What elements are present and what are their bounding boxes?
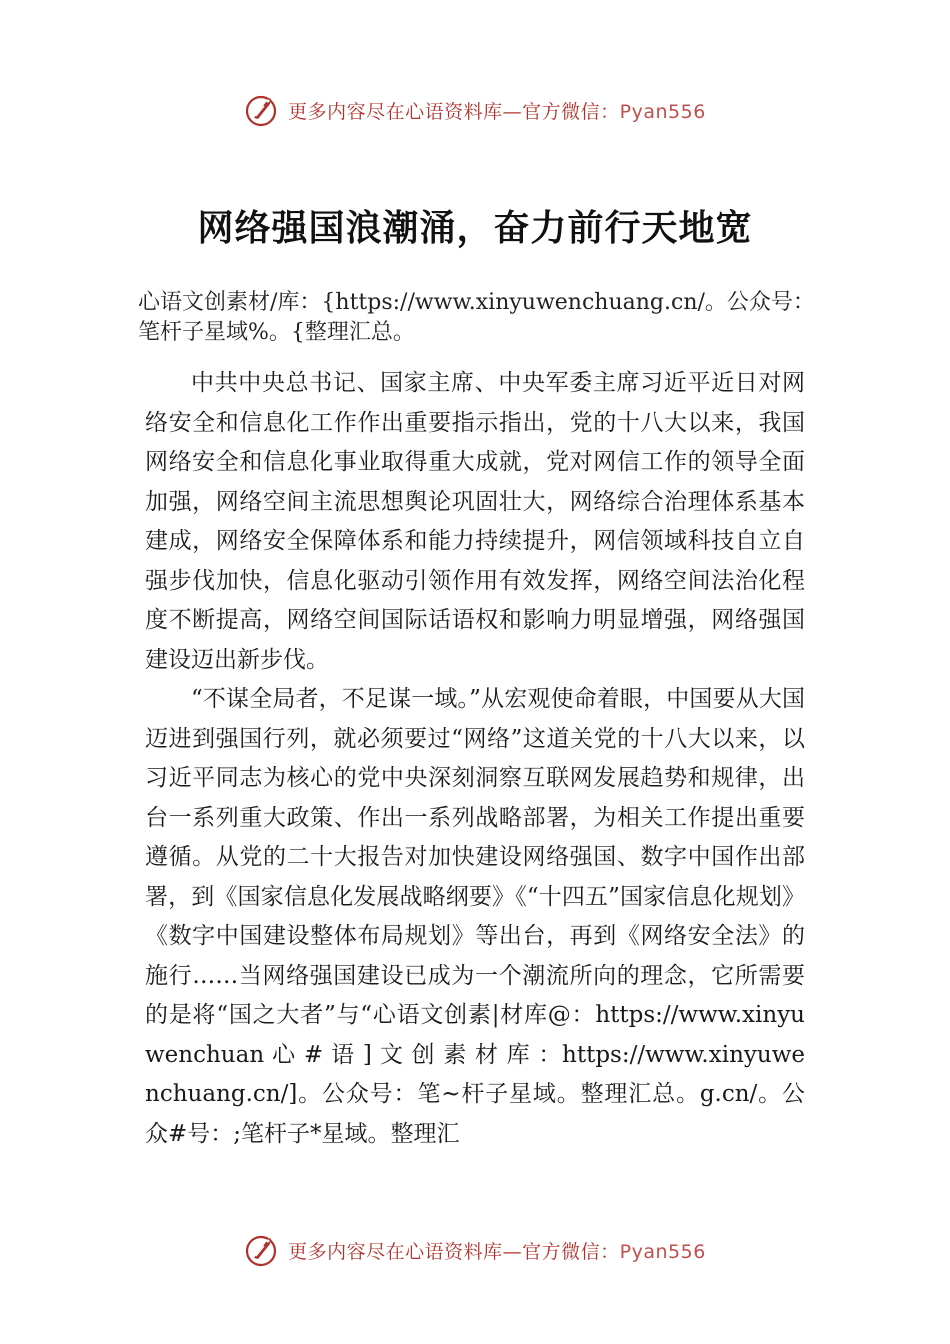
pen-nib-logo-icon <box>244 1232 280 1268</box>
pen-nib-logo-icon <box>244 92 280 128</box>
article-body <box>145 364 805 1154</box>
footer-banner-text: 更多内容尽在心语资料库—官方微信：Pyan556 <box>288 1240 706 1263</box>
header-banner-text: 更多内容尽在心语资料库—官方微信：Pyan556 <box>288 100 706 123</box>
footer-banner <box>0 1232 950 1268</box>
wechat-id: Pyan556 <box>619 1240 706 1263</box>
paragraph-1: 中共中央总书记、国家主席、中央军委主席习近平近日对网络安全和信息化工作作出重要指示指出，党的十八大以来，我国网络安全和信息化事业取得重大成就，党对网信工作的领导全面加强，网络空间主流思想舆论巩固壮大，网络综合治理体系基本建成，网络安全保障体系和能力持续提升，网信领域科技自立自强步伐加快，信息化驱动引领作用有效发挥，网络空间法治化程度不断提高，网络空间国际话语权和影响力明显增强，网络强国建设迈出新步伐。 <box>145 370 805 673</box>
paragraph-2: “不谋全局者，不足谋一域。”从宏观使命着眼，中国要从大国迈进到强国行列，就必须要过“网络”这道关党的十八大以来，以习近平同志为核心的党中央深刻洞察互联网发展趋势和规律，出台一系列重大政策、作出一系列战略部署，为相关工作提出重要遵循。从党的二十大报告对加快建设网络强国、数字中国作出部署，到《国家信息化发展战略纲要》《“十四五”国家信息化规划》《数字中国建设整体布局规划》等出台，再到《网络安全法》的施行……当网络强国建设已成为一个潮流所向的理念，它所需要的是将“国之大者”与“心语文创素|材库@：https://www.xinyuwenchuan 心 # 语 ] 文 创 素 材 库 ：https://www.xinyuwenchuang.cn/]。公众号：笔~杆子星域。整理汇总。g.cn/。公众#号：;笔杆子*星域。整理汇 <box>145 686 805 1147</box>
header-banner <box>0 92 950 128</box>
page-title: 网络强国浪潮涌，奋力前行天地宽 <box>197 207 753 249</box>
wechat-id: Pyan556 <box>619 100 706 123</box>
source-line: 心语文创素材/库：{https://www.xinyuwenchuang.cn/。公众号：笔杆子星域%。{整理汇总。 <box>138 290 815 345</box>
